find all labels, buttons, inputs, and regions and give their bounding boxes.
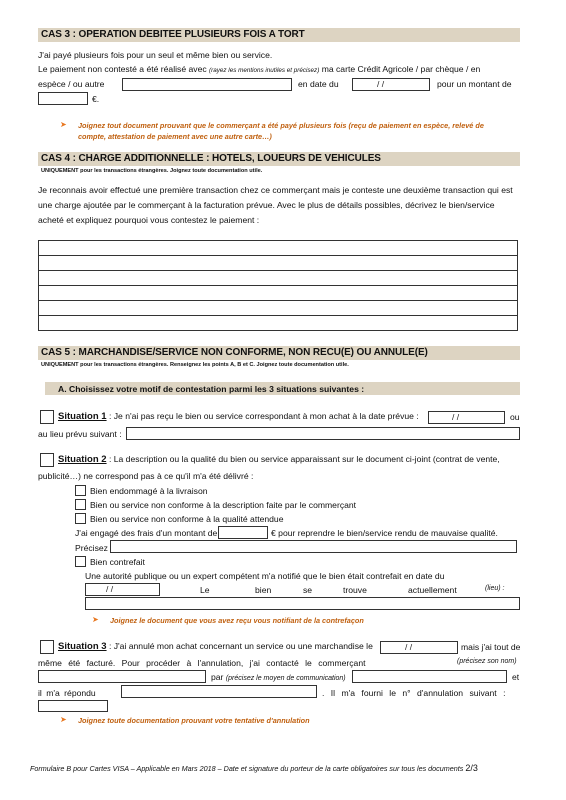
cas3-date-field[interactable] <box>352 78 430 91</box>
situation-1-text: Situation 1 : Je n'ai pas reçu le bien ou service correspondant à mon achat à la date prévue : <box>58 411 419 422</box>
precisez-field[interactable] <box>110 540 517 553</box>
authority-text: Une autorité publique ou un expert compétent m'a notifié que le bien était contrefait en date du <box>85 571 445 581</box>
option-damaged-label: Bien endommagé à la livraison <box>90 486 208 496</box>
word-bien: bien <box>255 585 272 595</box>
situation-1-ou: ou <box>510 412 520 422</box>
situation-1-place-field[interactable] <box>126 427 520 440</box>
cas3-line2: Le paiement non contesté a été réalisé avec (rayez les mentions inutiles et précisez) ma carte Crédit Agricole / par chèque / en <box>38 64 481 74</box>
word-se: se <box>303 585 313 595</box>
other-payment-field[interactable] <box>122 78 292 91</box>
cas4-paragraph-3: acheté et expliquez pourquoi vous contestez le paiement : <box>38 215 260 225</box>
cas3-title: CAS 3 : OPERATION DEBITEE PLUSIEURS FOIS A TORT <box>41 29 305 40</box>
cas5-title: CAS 5 : MARCHANDISE/SERVICE NON CONFORME, NON RECU(E) OU ANNULE(E) <box>41 347 428 358</box>
situation-3-text-b: mais j'ai tout de <box>461 642 521 652</box>
merchant-name-field[interactable] <box>38 670 206 683</box>
option-quality-label: Bien ou service non conforme à la qualité attendue <box>90 514 284 524</box>
lieu-label: (lieu) : <box>485 585 505 592</box>
frais-amount-field[interactable] <box>218 526 268 539</box>
orange-arrow-icon: ➤ <box>92 615 99 624</box>
repondu-label: il m'a répondu <box>38 688 96 698</box>
situation-2-checkbox[interactable] <box>40 453 54 467</box>
counterfeit-date-field[interactable] <box>85 583 160 596</box>
situation-3-checkbox[interactable] <box>40 640 54 654</box>
situation-1-date-field[interactable] <box>428 411 505 424</box>
situation-3-line2: même été facturé. Pour procéder à l'annulation, j'ai contacté le commerçant <box>38 658 366 668</box>
description-line[interactable] <box>38 256 518 271</box>
response-field[interactable] <box>121 685 317 698</box>
word-le: Le <box>200 585 210 595</box>
situation-1-date-slashes: / / <box>452 412 460 422</box>
cas3-line1: J'ai payé plusieurs fois pour un seul et même bien ou service. <box>38 50 273 60</box>
section-a-title: A. Choisissez votre motif de contestation parmi les 3 situations suivantes : <box>58 384 365 394</box>
cas5-subtitle: UNIQUEMENT pour les transactions étrangères. Renseignez les points A, B et C. Joignez toute documentation utile. <box>41 362 349 368</box>
footer <box>30 763 478 773</box>
description-line[interactable] <box>38 286 518 301</box>
situation-2-text: Situation 2 : La description ou la qualité du bien ou service apparaissant sur le document ci-joint (contrat de vente, <box>58 454 500 465</box>
et-label: et <box>512 672 520 682</box>
situation-3-note: Joignez toute documentation prouvant votre tentative d'annulation <box>78 716 310 725</box>
situation-1-checkbox[interactable] <box>40 410 54 424</box>
option-quality-checkbox[interactable] <box>75 513 86 524</box>
word-actuellement: actuellement <box>408 585 457 595</box>
cas4-paragraph-2: une charge ajoutée par le commerçant à la facturation prévue. Avec le plus de détails possibles, décrivez le bien/service <box>38 200 495 210</box>
description-line[interactable] <box>38 301 518 316</box>
precisez-label: Précisez <box>75 543 108 553</box>
orange-arrow-icon: ➤ <box>60 715 67 724</box>
description-line[interactable] <box>38 316 518 331</box>
cas3-amount-field[interactable] <box>38 92 88 105</box>
fourni-label: . Il m'a fourni le n° d'annulation suivant : <box>322 688 506 698</box>
counterfeit-location-field[interactable] <box>85 597 520 610</box>
cas3-note-2: compte, attestation de paiement avec une autre carte…) <box>78 132 272 141</box>
par-label: par (précisez le moyen de communication) <box>211 672 346 682</box>
option-description-label: Bien ou service non conforme à la description faite par le commerçant <box>90 500 357 510</box>
counterfeit-date-slashes: / / <box>106 584 114 594</box>
situation-2-line2: publicité…) ne correspond pas à ce qu'il m'a été délivré : <box>38 471 254 481</box>
cas3-line3a: espèce / ou autre <box>38 79 105 89</box>
word-trouve: trouve <box>343 585 367 595</box>
cas3-amount-label: pour un montant de <box>437 79 512 89</box>
situation-3-text: Situation 3 : J'ai annulé mon achat concernant un service ou une marchandise le <box>58 641 373 652</box>
frais-label-2: € pour reprendre le bien/service rendu de mauvaise qualité. <box>271 528 498 538</box>
cas4-description-lines[interactable] <box>38 240 518 331</box>
situation-3-date-field[interactable] <box>380 641 458 654</box>
cas3-euro: €. <box>92 94 100 104</box>
option-damaged-checkbox[interactable] <box>75 485 86 496</box>
frais-label: J'ai engagé des frais d'un montant de <box>75 528 218 538</box>
orange-arrow-icon: ➤ <box>60 120 67 129</box>
cas3-date-slashes: / / <box>377 79 385 89</box>
precisez-nom-label: (précisez son nom) <box>457 658 517 665</box>
footer-text: Formulaire B pour Cartes VISA – Applicable en Mars 2018 – Date et signature du porteur de la carte obligatoires sur tous les documents <box>30 764 464 773</box>
situation-1-line2: au lieu prévu suivant : <box>38 429 122 439</box>
option-description-checkbox[interactable] <box>75 499 86 510</box>
cas4-subtitle: UNIQUEMENT pour les transactions étrangères. Joignez toute documentation utile. <box>41 168 263 174</box>
communication-field[interactable] <box>352 670 507 683</box>
cas4-paragraph-1: Je reconnais avoir effectué une première transaction chez ce commerçant mais je conteste une deuxième transaction qui est <box>38 185 513 195</box>
page-number: 2/3 <box>465 763 478 773</box>
option-counterfeit-checkbox[interactable] <box>75 556 86 567</box>
description-line[interactable] <box>38 271 518 286</box>
cas3-date-label: en date du <box>298 79 339 89</box>
description-line[interactable] <box>38 241 518 256</box>
situation-3-date-slashes: / / <box>405 642 413 652</box>
cas3-note: Joignez tout document prouvant que le commerçant a été payé plusieurs fois (reçu de paiement en espèce, relevé de <box>78 121 484 130</box>
cancellation-number-field[interactable] <box>38 700 108 712</box>
situation-2-note: Joignez le document que vous avez reçu vous notifiant de la contrefaçon <box>110 616 364 625</box>
option-counterfeit-label: Bien contrefait <box>90 557 145 567</box>
cas4-title: CAS 4 : CHARGE ADDITIONNELLE : HOTELS, LOUEURS DE VEHICULES <box>41 153 381 164</box>
